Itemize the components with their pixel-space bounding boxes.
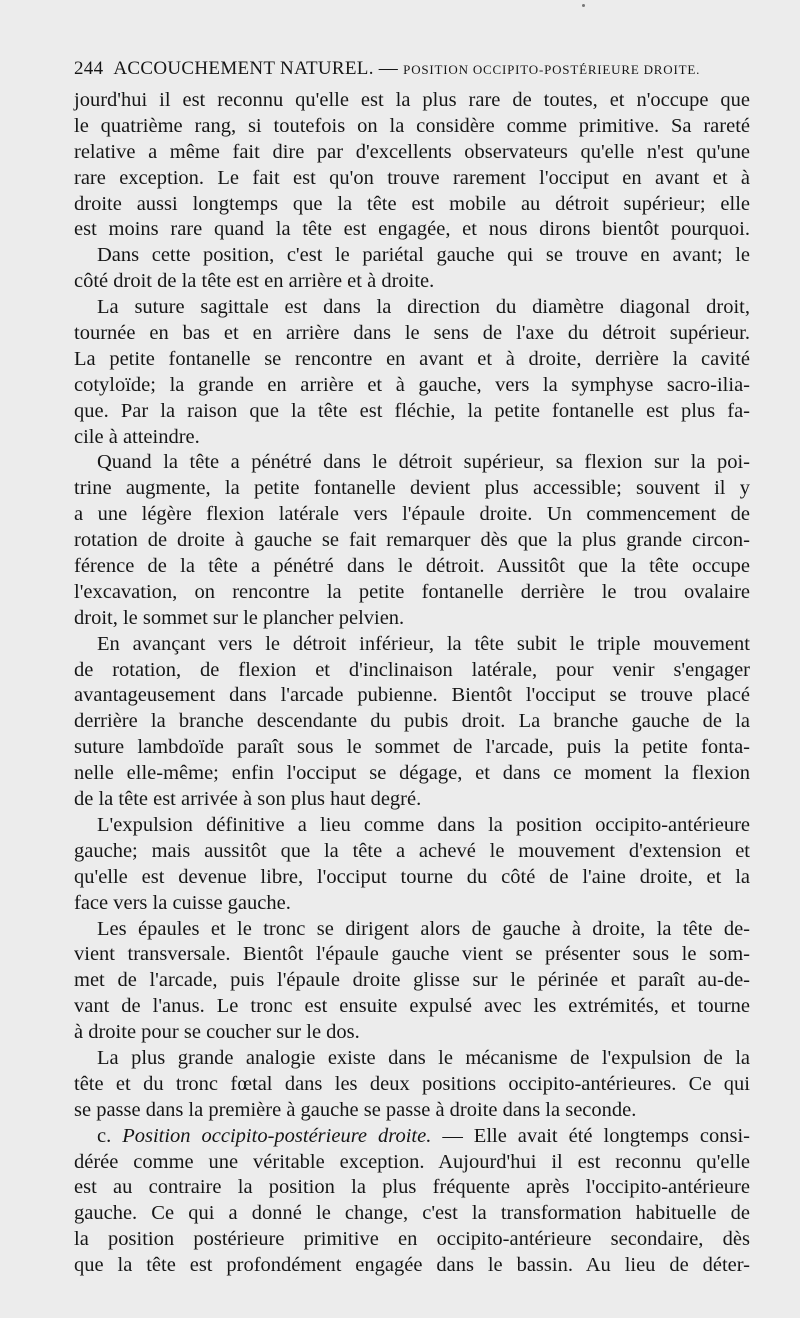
text-line: la position postérieure primitive en occipito-antérieure secondaire, dès xyxy=(74,1228,750,1251)
text-line: L'expulsion définitive a lieu comme dans la position occipito-antérieure xyxy=(97,813,750,836)
text-line: droite aussi longtemps que la tête est mobile au détroit supérieur; elle xyxy=(74,192,750,215)
text-line: cile à atteindre. xyxy=(74,425,200,448)
body-text xyxy=(74,88,750,1279)
text-line: est au contraire la position la plus fréquente après l'occipito-antérieure xyxy=(74,1176,750,1199)
subsection-first-line-rest: — Elle avait été longtemps consi- xyxy=(442,1124,750,1147)
text-line: est moins rare quand la tête est engagée, et nous dirons bientôt pourquoi. xyxy=(74,218,750,241)
text-line: cotyloïde; la grande en arrière et à gauche, vers la symphyse sacro-ilia- xyxy=(74,373,750,396)
subsection-letter: c. xyxy=(97,1124,112,1147)
subsection-first-line xyxy=(74,1124,750,1150)
text-line: relative a même fait dire par d'excellents observateurs qu'elle n'est qu'une xyxy=(74,140,750,163)
text-line: qu'elle est devenue libre, l'occiput tourne du côté de l'aine droite, et la xyxy=(74,865,750,888)
text-line: côté droit de la tête est en arrière et à droite. xyxy=(74,270,435,293)
text-line: tournée en bas et en arrière dans le sens de l'axe du détroit supérieur. xyxy=(74,322,750,345)
text-line: dérée comme une véritable exception. Aujourd'hui il est reconnu qu'elle xyxy=(74,1150,750,1173)
text-line: avantageusement dans l'arcade pubienne. Bientôt l'occiput se trouve placé xyxy=(74,684,750,707)
text-line: En avançant vers le détroit inférieur, la tête subit le triple mouvement xyxy=(97,632,750,655)
text-line: à droite pour se coucher sur le dos. xyxy=(74,1021,360,1044)
text-line: Les épaules et le tronc se dirigent alors de gauche à droite, la tête de- xyxy=(97,917,750,940)
text-line: de rotation, de flexion et d'inclinaison latérale, pour venir s'engager xyxy=(74,658,750,681)
text-line: jourd'hui il est reconnu qu'elle est la plus rare de toutes, et n'occupe que xyxy=(74,89,750,111)
text-line: met de l'arcade, puis l'épaule droite glisse sur le périnée et paraît au-de- xyxy=(74,969,750,992)
text-line: le quatrième rang, si toutefois on la considère comme primitive. Sa rareté xyxy=(74,114,750,137)
text-line: droit, le sommet sur le plancher pelvien. xyxy=(74,606,405,629)
text-line: de la tête est arrivée à son plus haut degré. xyxy=(74,788,422,811)
text-line: gauche. Ce qui a donné le change, c'est la transformation habituelle de xyxy=(74,1202,750,1225)
text-line: que. Par la raison que la tête est fléchie, la petite fontanelle est plus fa- xyxy=(74,399,750,422)
text-line: vant de l'anus. Le tronc est ensuite expulsé avec les extrémités, et tourne xyxy=(74,995,750,1018)
text-line: gauche; mais aussitôt que la tête a achevé le mouvement d'extension et xyxy=(74,839,750,862)
text-line: se passe dans la première à gauche se passe à droite dans la seconde. xyxy=(74,1098,637,1121)
text-line: La petite fontanelle se rencontre en avant et à droite, derrière la cavité xyxy=(74,347,750,370)
section-title: POSITION OCCIPITO-POSTÉRIEURE DROITE. xyxy=(403,62,701,77)
text-line: vient transversale. Bientôt l'épaule gauche vient se présenter sous le som- xyxy=(74,943,750,966)
running-header xyxy=(74,58,754,80)
text-line: derrière la branche descendante du pubis droit. La branche gauche de la xyxy=(74,710,750,733)
running-title: ACCOUCHEMENT NATUREL. — xyxy=(113,58,399,79)
text-line: trine augmente, la petite fontanelle devient plus accessible; souvent il y xyxy=(74,477,750,500)
print-speck xyxy=(582,4,585,7)
text-line: Dans cette position, c'est le pariétal gauche qui se trouve en avant; le xyxy=(97,244,750,267)
text-line: nelle elle-même; enfin l'occiput se dégage, et dans ce moment la flexion xyxy=(74,762,750,785)
text-line: rare exception. Le fait est qu'on trouve rarement l'occiput en avant et à xyxy=(74,166,750,189)
text-line: que la tête est profondément engagée dans le bassin. Au lieu de déter- xyxy=(74,1254,750,1277)
text-line: La suture sagittale est dans la direction du diamètre diagonal droit, xyxy=(97,296,750,319)
page-number: 244 xyxy=(74,58,104,79)
text-line: suture lambdoïde paraît sous le sommet de l'arcade, puis la petite fonta- xyxy=(74,736,750,759)
text-line: férence de la tête a pénétré dans le détroit. Aussitôt que la tête occupe xyxy=(74,555,750,578)
text-line: l'excavation, on rencontre la petite fontanelle derrière le trou ovalaire xyxy=(74,580,750,603)
text-line: face vers la cuisse gauche. xyxy=(74,891,291,914)
text-line: La plus grande analogie existe dans le mécanisme de l'expulsion de la xyxy=(97,1046,750,1069)
text-line: rotation de droite à gauche se fait remarquer dès que la plus grande circon- xyxy=(74,529,750,552)
text-line: tête et du tronc fœtal dans les deux positions occipito-antérieures. Ce qui xyxy=(74,1072,750,1095)
text-line: Quand la tête a pénétré dans le détroit supérieur, sa flexion sur la poi- xyxy=(97,451,750,474)
subsection-title: Position occipito-postérieure droite. xyxy=(122,1124,432,1147)
text-line: a une légère flexion latérale vers l'épaule droite. Un commencement de xyxy=(74,503,750,526)
